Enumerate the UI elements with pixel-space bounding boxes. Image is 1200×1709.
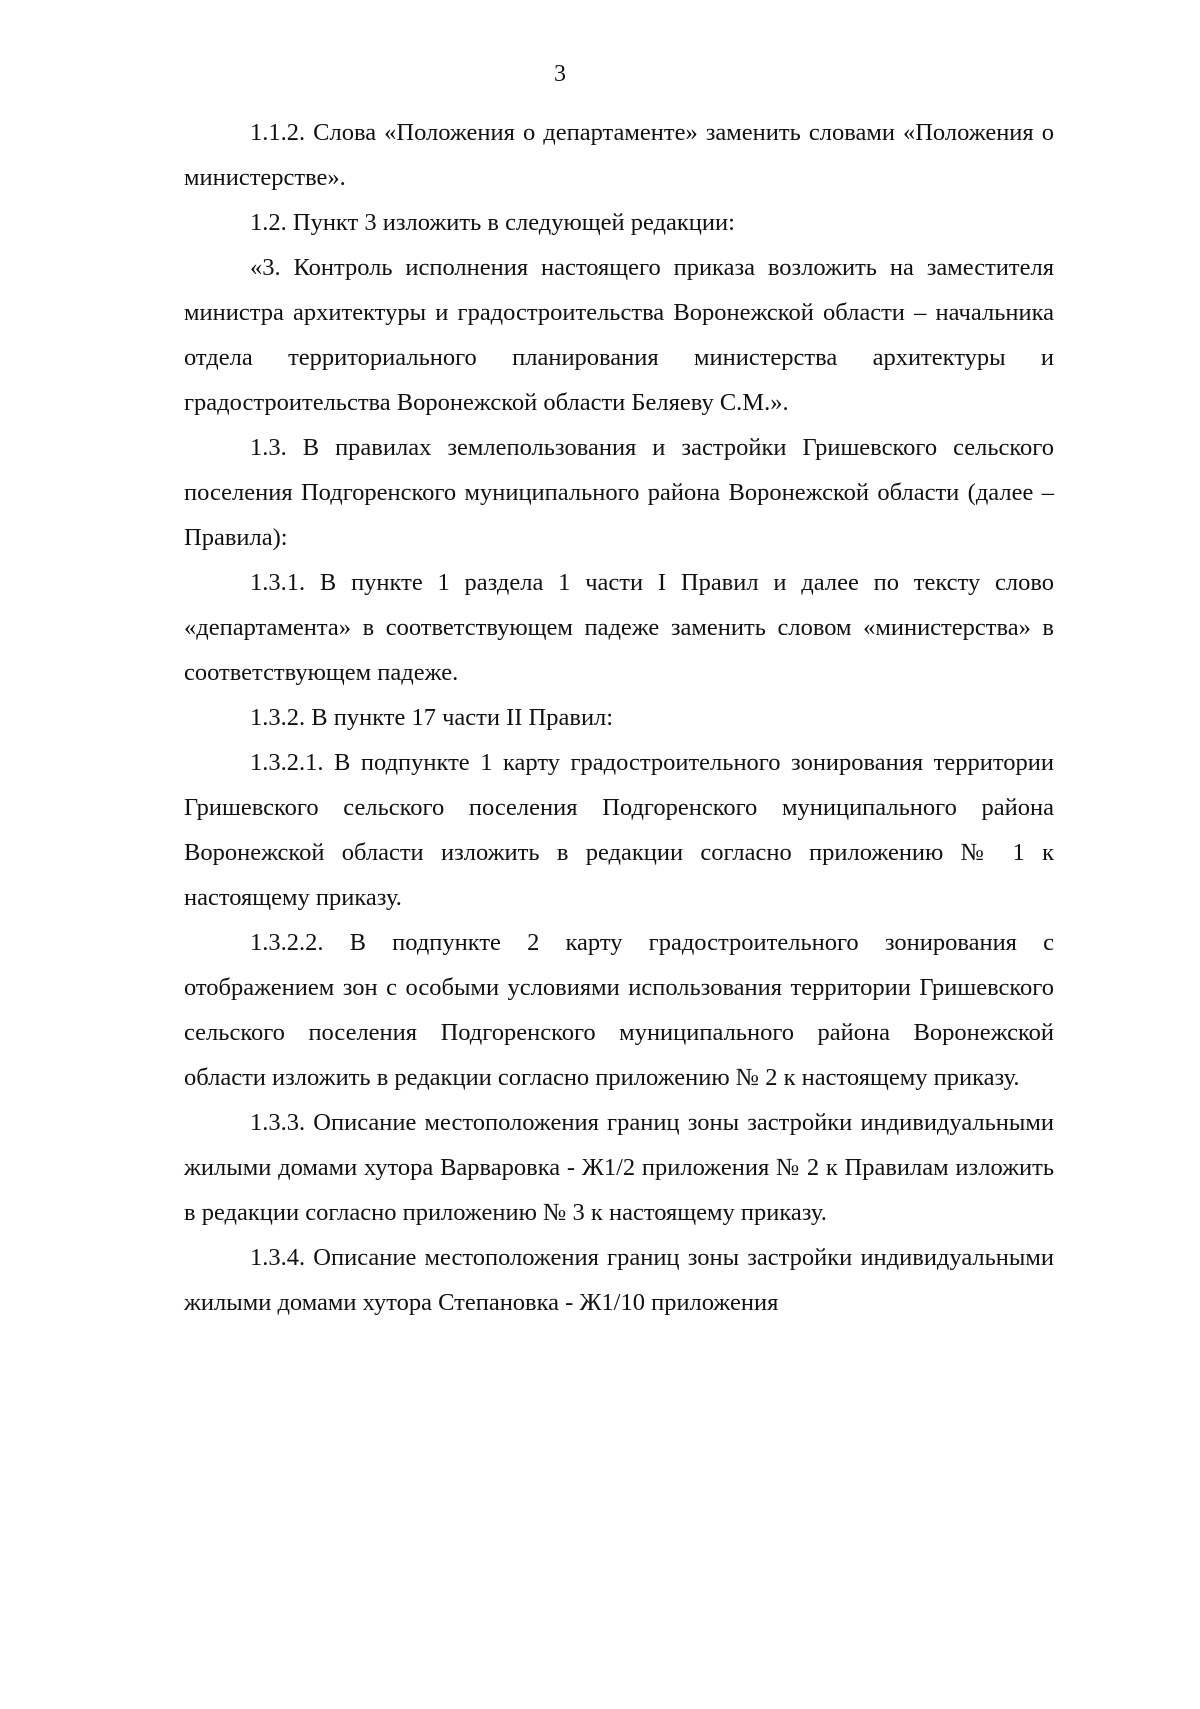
paragraph-1-1-2: 1.1.2. Слова «Положения о департаменте» заменить словами «Положения о министерстве».	[184, 119, 1054, 191]
page-number: 3	[554, 61, 566, 87]
paragraph-1-3-2: 1.3.2. В пункте 17 части II Правил:	[250, 704, 614, 731]
paragraph-1-3-3: 1.3.3. Описание местоположения границ зоны застройки индивидуальными жилыми домами хутора Варваровка - Ж1/2 приложения № 2 к Правилам изложить в редакции согласно приложению № 3 к настоящему приказу.	[184, 1109, 1054, 1226]
paragraph-1-3-2-2: 1.3.2.2. В подпункте 2 карту градостроительного зонирования с отображением зон с особыми условиями использования территории Гришевского сельского поселения Подгоренского муниципального района Воронежской области изложить в редакции согласно приложению № 2 к настоящему приказу.	[184, 929, 1054, 1091]
paragraph-1-2: 1.2. Пункт 3 изложить в следующей редакции:	[250, 209, 735, 236]
document-body	[184, 110, 1054, 1325]
paragraph-1-3-2-1: 1.3.2.1. В подпункте 1 карту градостроительного зонирования территории Гришевского сельского поселения Подгоренского муниципального района Воронежской области изложить в редакции согласно приложению № 1 к настоящему приказу.	[184, 749, 1054, 911]
paragraph-quoted-item-3: «3. Контроль исполнения настоящего приказа возложить на заместителя министра архитектуры и градостроительства Воронежской области – начальника отдела территориального планирования министерства архитектуры и градостроительства Воронежской области Беляеву С.М.».	[184, 254, 1054, 416]
paragraph-1-3-1: 1.3.1. В пункте 1 раздела 1 части I Правил и далее по тексту слово «департамента» в соответствующем падеже заменить словом «министерства» в соответствующем падеже.	[184, 569, 1054, 686]
paragraph-1-3-4: 1.3.4. Описание местоположения границ зоны застройки индивидуальными жилыми домами хутора Степановка - Ж1/10 приложения	[184, 1244, 1054, 1316]
paragraph-1-3: 1.3. В правилах землепользования и застройки Гришевского сельского поселения Подгоренского муниципального района Воронежской области (далее – Правила):	[184, 434, 1054, 551]
